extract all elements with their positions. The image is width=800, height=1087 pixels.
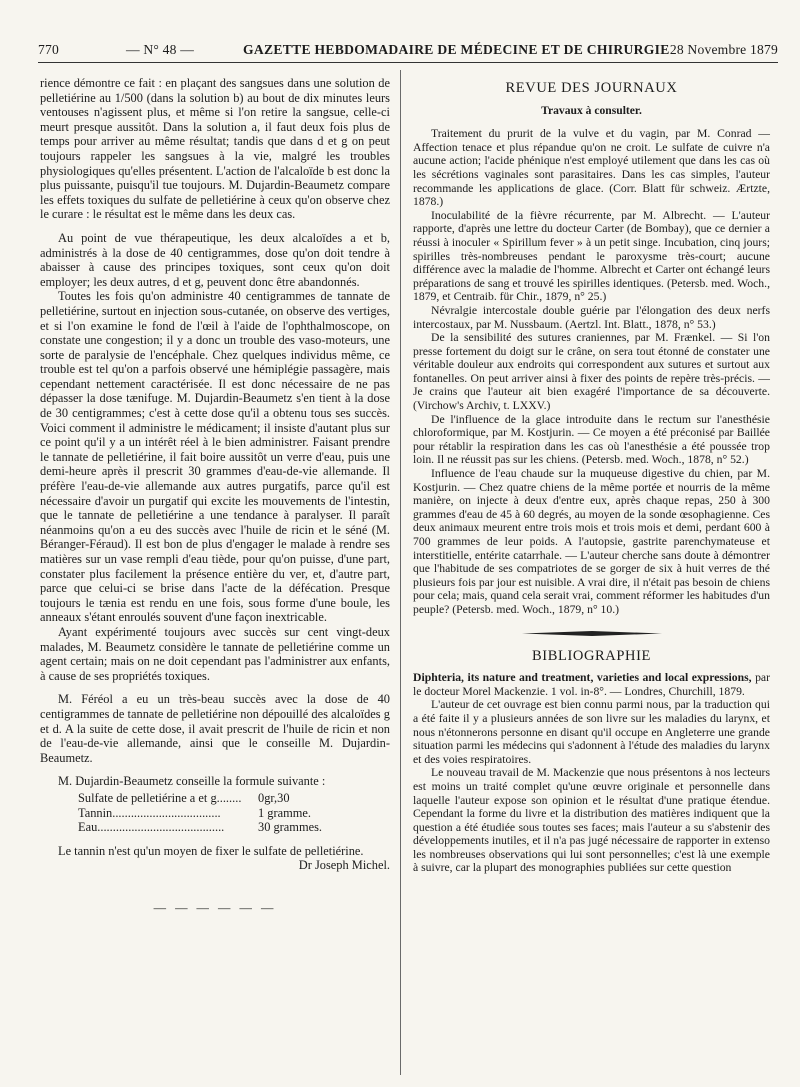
journal-title: GAZETTE HEBDOMADAIRE DE MÉDECINE ET DE CHIRURGIE	[243, 42, 670, 57]
formula-row: Eau......................................... 30 grammes.	[78, 820, 323, 835]
paragraph: M. Dujardin-Beaumetz conseille la formule suivante :	[58, 774, 326, 789]
prescription-formula	[78, 791, 390, 835]
paragraph: Le tannin n'est qu'un moyen de fixer le sulfate de pelletiérine.	[58, 843, 364, 858]
left-column	[40, 76, 390, 915]
journal-entry: Traitement du prurit de la vulve et du vagin, par M. Conrad — Affection tenace et plus répandue qu'on ne croit. Le sulfate de cuivre n'a aucune action; l'acide phénique n'est employé utilement que dans les cas où les sécrétions vaginales sont parasitaires. Dans les cas simples, l'auteur recommande les applications de glace. (Corr. Blatt für schweiz. Ærtzte, 1878.)	[413, 127, 770, 209]
subsection-title: Travaux à consulter.	[541, 103, 642, 117]
section-title: REVUE DES JOURNAUX	[505, 80, 678, 96]
issue-date: 28 Novembre 1879	[669, 42, 778, 57]
journal-entry: Inoculabilité de la fièvre récurrente, par M. Albrecht. — L'auteur rapporte, d'après une lettre du docteur Carter (de Bombay), que ce dernier a réussi à inoculer « Spirillum fever » à un petit singe. Incubation, cinq jours; spirilles très-nombreuses pendant le paroxysme très-court; aucune différence avec la maladie de l'homme. Albrecht et Carter ont échangé leurs préparations de sang et trouvé les spirilles identiques. (Petersb. med. Woch., 1879, et Centraib. für Chir., 1879, n° 25.)	[413, 208, 770, 304]
paragraph: Ayant expérimenté toujours avec succès sur cent vingt-deux malades, M. Beaumetz considère le tannate de pelletiérine comme un agent certain; mais on ne doit cependant pas l'administrer aux enfants, à cause de ses propriétés toxiques.	[40, 624, 390, 683]
paragraph: rience démontre ce fait : en plaçant des sangsues dans une solution de pelletiérine au 1/500 (dans la solution b) au bout de dix minutes leurs ventouses n'agissent plus, et même si l'on retire la sangsue, celle-ci meurt presque aussitôt. Dans la solution a, il faut deux fois plus de temps pour arriver au même résultat; tandis que dans d et g on peut toujours rappeler les sangsues à la vie, malgré les troubles physiologiques qu'elles présentent. L'action de l'alcaloïde b est donc la plus puissante, puisqu'il tue toujours. M. Dujardin-Beaumetz compare les effets toxiques du sulfate de pelletiérine à ceux qu'on observe chez le curare : le résultat est le même dans les deux cas.	[40, 76, 390, 222]
journal-entry: Névralgie intercostale double guérie par l'élongation des deux nerfs intercostaux, par M. Nussbaum. (Aertzl. Int. Blatt., 1878, n° 53.)	[413, 303, 770, 331]
book-title: Diphteria, its nature and treatment, varieties and local expressions,	[413, 671, 752, 685]
journal-entry: De l'influence de la glace introduite dans le rectum sur l'anesthésie chloroformique, par M. Kostjurin. — Ce moyen a été préconisé par Baillée pour rétablir la respiration dans les cas où l'anesthésie a été poussée trop loin. Il ne réussit pas sur les chiens. (Petersb. med. Woch., 1878, n° 52.)	[413, 412, 770, 467]
book-reference	[413, 671, 770, 698]
journal-entry: Influence de l'eau chaude sur la muqueuse digestive du chien, par M. Kostjurin. — Chez quatre chiens de la même portée et nourris de la même manière, on injecte à deux d'entre eux, après chaque repas, 250 à 300 grammes d'eau de 45 à 60 degrés, au moyen de la sonde œsophagienne. Ces deux animaux meurent entre trois mois et trois mois et demi, perdant 600 à 700 grammes de leur poids. A l'autopsie, gastrite parenchymateuse et interstitielle, entérite catarrhale. — L'auteur cherche sans doute à démontrer que l'habitude de ses compatriotes de se gorger de six à huit verres de thé plusieurs fois par jour est nuisible. A vrai dire, il n'était pas besoin de chiens pour cela; mais, quand cela serait vrai, comment réformer les habitudes d'un peuple? (Petersb. med. Woch., 1879, n° 10.)	[413, 467, 770, 616]
issue-number: — N° 48 —	[126, 42, 195, 57]
author-signature: Dr Joseph Michel.	[298, 858, 390, 873]
paragraph: M. Féréol a eu un très-beau succès avec la dose de 40 centigrammes de tannate de pelletiérine non dépouillé des alcaloïdes g et d. A la suite de cette dose, il avait prescrit de l'huile de ricin et non de l'eau-de-vie allemande, ainsi que le conseille M. Dujardin-Beaumetz.	[40, 692, 390, 765]
formula-row: Tannin................................... 1 gramme.	[78, 805, 311, 820]
book-details: par le docteur Morel Mackenzie. 1 vol. in-8°. — Londres, Churchill, 1879.	[413, 671, 770, 698]
right-column	[413, 76, 770, 875]
page-header	[38, 40, 778, 63]
section-separator: — — — — — —	[153, 900, 277, 915]
paragraph: Toutes les fois qu'on administre 40 centigrammes de tannate de pelletiérine, surtout en injection sous-cutanée, on observe des vertiges, et si l'on examine le fond de l'œil à l'aide de l'ophthalmoscope, on constate une congestion; il y a donc un trouble des vaso-moteurs, une sorte de paralysie de l'encéphale. Chez quelques individus même, ce trouble est tel qu'on a parfois observé une hémiplégie passagère, mais cependant nettement caractérisée. Il est donc nécessaire de ne pas dépasser la dose tænifuge. M. Dujardin-Beaumetz s'en tient à la dose de 30 centigrammes; c'est à cette dose qu'il a obtenu tous ses succès. Voici comment il administre le médicament; il insiste d'autant plus sur ce point qu'il y a un intérêt réel à le bien administrer. Faisant prendre le tannate de pelletiérine, il fait boire aussitôt un verre d'eau, puis une demi-heure après il prescrit 30 grammes d'eau-de-vie allemande. Il préfère l'eau-de-vie allemande aux autres purgatifs, parce qu'il est nécessaire d'avoir un purgatif qui excite les mouvements de l'intestin, que le tannate de pelletiérine a une tendance à paralyser. Il paraît néanmoins qu'on a eu des succès avec l'huile de ricin et le séné (M. Béranger-Féraud). Il est bon de plus d'engager le malade à rendre ses matières sur un vase rempli d'eau tiède, pour qu'on puisse, d'une part, constater plus facilement la présence entière du ver, et, d'autre part, parce que celui-ci se brise dans l'acte de la défécation. Presque toujours le tænia est rendu en une fois, sous forme d'une boule, les anneaux s'étant enroulés souvent d'une façon inextricable.	[40, 289, 390, 625]
page-number: 770	[38, 42, 59, 57]
journal-entry: De la sensibilité des sutures craniennes, par M. Frænkel. — Si l'on presse fortement du doigt sur le crâne, on sera tout étonné de constater une véritable douleur aux endroits qui correspondent aux sutures et surtout aux fontanelles. On peut arriver ainsi à fixer des points de repère très-précis. — Je crains que l'auteur ait bien exagéré l'importance de sa découverte. (Virchow's Archiv, t. LXXV.)	[413, 331, 770, 413]
column-divider	[400, 70, 401, 1075]
section-title: BIBLIOGRAPHIE	[532, 647, 651, 664]
paragraph: Au point de vue thérapeutique, les deux alcaloïdes a et b, administrés à la dose de 40 centigrammes, dose qu'on doit tendre à abaisser à cause des principes toxiques, sont ceux qu'on doit employer; les deux autres, d et g, peuvent donc être abandonnés.	[40, 230, 390, 289]
paragraph: L'auteur de cet ouvrage est bien connu parmi nous, par la traduction qui a été faite il y a plusieurs années de son livre sur les maladies du larynx, et nous n'étonnerons personne en disant qu'il occupe en Angleterre une grande situation parmi les médecins qui s'adonnent à l'étude des maladies du larynx et des voies respiratoires.	[413, 698, 770, 766]
paragraph: Le nouveau travail de M. Mackenzie que nous présentons à nos lecteurs est moins un traité complet qu'une œuvre originale et personnelle dans laquelle l'auteur expose son opinion et le résultat d'une pratique étendue. Cependant la forme du livre et la distribution des matières indiquent que la question a été étudiée sous toutes ses faces; mais l'auteur a su s'abstenir des développements inutiles, et il n'a pas jugé nécessaire de rapporter in extenso les nombreuses observations qui lui sont personnelles; c'est là une exemple à suivre, car la plupart des monographies publiées sur cette question	[413, 766, 770, 875]
formula-row: Sulfate de pelletiérine a et g........ 0gr,30	[78, 790, 290, 805]
ornamental-rule	[522, 631, 662, 636]
